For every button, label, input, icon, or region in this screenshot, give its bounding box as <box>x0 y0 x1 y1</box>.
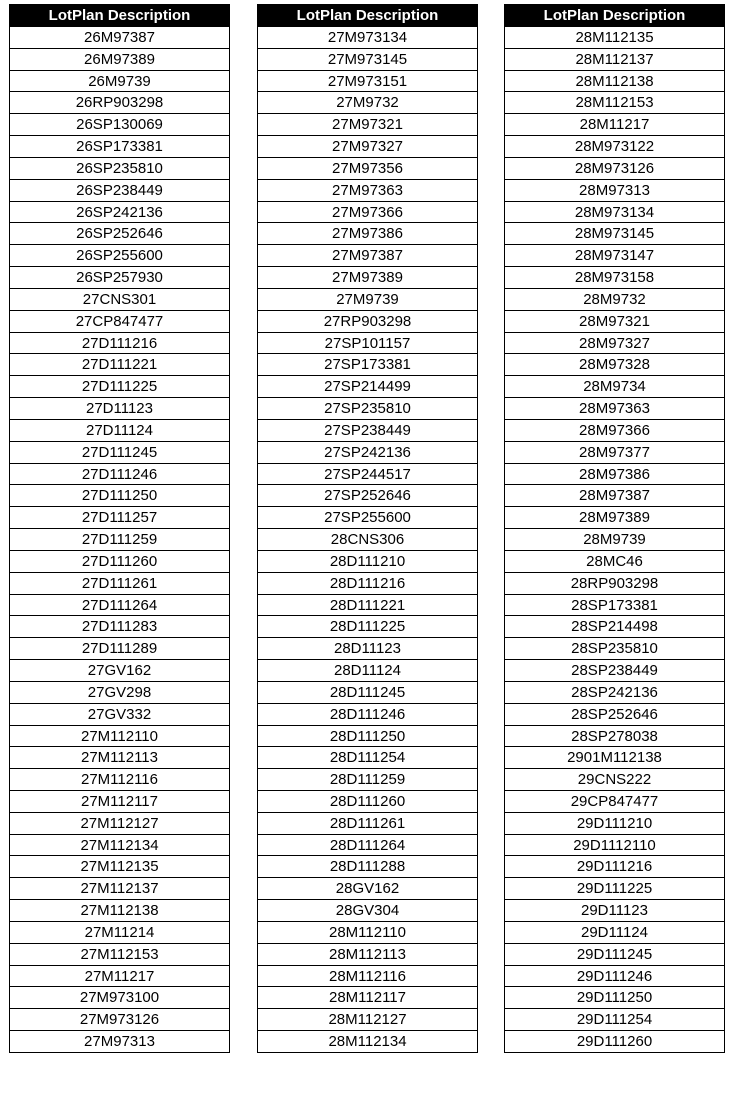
table-cell: 28M112134 <box>258 1030 477 1052</box>
table-cell: 26M97389 <box>10 48 229 70</box>
table-cell: 28M9732 <box>505 288 724 310</box>
table-cell: 27SP214499 <box>258 375 477 397</box>
table-cell: 27SP244517 <box>258 463 477 485</box>
table-cell: 27M112137 <box>10 877 229 899</box>
table-cell: 28D111250 <box>258 725 477 747</box>
table-cell: 28M973158 <box>505 266 724 288</box>
table-cell: 28D111225 <box>258 615 477 637</box>
table-cell: 27GV162 <box>10 659 229 681</box>
table-cell: 27M973145 <box>258 48 477 70</box>
table-cell: 26SP235810 <box>10 157 229 179</box>
table-cell: 28M973122 <box>505 135 724 157</box>
lotplan-table-3 <box>504 4 725 1053</box>
table-cell: 26SP242136 <box>10 201 229 223</box>
table-cell: 28D111260 <box>258 790 477 812</box>
table-cell: 27D111259 <box>10 528 229 550</box>
table-cell: 28MC46 <box>505 550 724 572</box>
table-cell: 28M973147 <box>505 244 724 266</box>
table-cell: 29D111260 <box>505 1030 724 1052</box>
table-cell: 28SP278038 <box>505 725 724 747</box>
table-cell: 26SP130069 <box>10 113 229 135</box>
table-cell: 28M973134 <box>505 201 724 223</box>
table-cell: 27GV298 <box>10 681 229 703</box>
table-cell: 26SP257930 <box>10 266 229 288</box>
table-cell: 27D111260 <box>10 550 229 572</box>
column-header: LotPlan Description <box>10 5 229 26</box>
table-cell: 28D111261 <box>258 812 477 834</box>
table-cell: 27M112135 <box>10 855 229 877</box>
table-cell: 26SP238449 <box>10 179 229 201</box>
table-cell: 29D11123 <box>505 899 724 921</box>
table-cell: 27M11214 <box>10 921 229 943</box>
table-cell: 27D111264 <box>10 594 229 616</box>
table-cell: 28SP252646 <box>505 703 724 725</box>
table-cell: 26SP255600 <box>10 244 229 266</box>
column-header: LotPlan Description <box>505 5 724 26</box>
table-cell: 27D111221 <box>10 353 229 375</box>
table-cell: 28M97363 <box>505 397 724 419</box>
table-cell: 28M97327 <box>505 332 724 354</box>
table-cell: 28M973145 <box>505 222 724 244</box>
table-cell: 28M9734 <box>505 375 724 397</box>
table-cell: 27SP255600 <box>258 506 477 528</box>
table-cell: 27M97386 <box>258 222 477 244</box>
table-cell: 28D111245 <box>258 681 477 703</box>
table-cell: 28M97377 <box>505 441 724 463</box>
table-cell: 27M9739 <box>258 288 477 310</box>
table-cell: 26M97387 <box>10 26 229 48</box>
table-cell: 27M97321 <box>258 113 477 135</box>
table-cell: 28M112116 <box>258 965 477 987</box>
table-cell: 28SP242136 <box>505 681 724 703</box>
table-cell: 29D111216 <box>505 855 724 877</box>
table-cell: 29D111210 <box>505 812 724 834</box>
table-cell: 27D11124 <box>10 419 229 441</box>
table-cell: 28SP235810 <box>505 637 724 659</box>
table-cell: 26RP903298 <box>10 91 229 113</box>
table-cell: 28M112138 <box>505 70 724 92</box>
table-cell: 28SP173381 <box>505 594 724 616</box>
table-cell: 27SP238449 <box>258 419 477 441</box>
table-cell: 28M112153 <box>505 91 724 113</box>
column-header: LotPlan Description <box>258 5 477 26</box>
table-cell: 28GV304 <box>258 899 477 921</box>
lotplan-table-1 <box>9 4 230 1053</box>
table-cell: 28D111246 <box>258 703 477 725</box>
table-cell: 27D111245 <box>10 441 229 463</box>
table-cell: 27M112138 <box>10 899 229 921</box>
table-cell: 26SP252646 <box>10 222 229 244</box>
table-cell: 28M97387 <box>505 484 724 506</box>
table-cell: 28D111254 <box>258 746 477 768</box>
table-cell: 27CP847477 <box>10 310 229 332</box>
table-cell: 28M112110 <box>258 921 477 943</box>
table-cell: 27M97313 <box>10 1030 229 1052</box>
table-cell: 29D111254 <box>505 1008 724 1030</box>
table-cell: 29CNS222 <box>505 768 724 790</box>
table-cell: 28M97366 <box>505 419 724 441</box>
table-cell: 27SP173381 <box>258 353 477 375</box>
table-cell: 27M97389 <box>258 266 477 288</box>
table-cell: 27SP235810 <box>258 397 477 419</box>
table-cell: 28M973126 <box>505 157 724 179</box>
table-cell: 28M97386 <box>505 463 724 485</box>
table-cell: 28D11123 <box>258 637 477 659</box>
table-cell: 27D11123 <box>10 397 229 419</box>
table-cell: 27D111257 <box>10 506 229 528</box>
table-cell: 27M97356 <box>258 157 477 179</box>
table-cell: 28CNS306 <box>258 528 477 550</box>
table-cell: 27M112110 <box>10 725 229 747</box>
table-cell: 28D111221 <box>258 594 477 616</box>
table-cell: 28D11124 <box>258 659 477 681</box>
table-cell: 27M9732 <box>258 91 477 113</box>
table-cell: 29D111225 <box>505 877 724 899</box>
table-cell: 27M97327 <box>258 135 477 157</box>
table-cell: 28D111288 <box>258 855 477 877</box>
table-cell: 27SP252646 <box>258 484 477 506</box>
table-cell: 28M97328 <box>505 353 724 375</box>
table-cell: 28M97321 <box>505 310 724 332</box>
table-cell: 28M112135 <box>505 26 724 48</box>
table-cell: 28SP238449 <box>505 659 724 681</box>
table-cell: 28GV162 <box>258 877 477 899</box>
table-cell: 27D111261 <box>10 572 229 594</box>
table-cell: 29D111245 <box>505 943 724 965</box>
table-cell: 27SP101157 <box>258 332 477 354</box>
table-cell: 28D111216 <box>258 572 477 594</box>
table-cell: 29D1112110 <box>505 834 724 856</box>
table-cell: 27M112113 <box>10 746 229 768</box>
table-cell: 27M973126 <box>10 1008 229 1030</box>
table-cell: 27D111246 <box>10 463 229 485</box>
table-cell: 28D111259 <box>258 768 477 790</box>
table-cell: 28M112113 <box>258 943 477 965</box>
table-cell: 27M112116 <box>10 768 229 790</box>
table-cell: 29D111246 <box>505 965 724 987</box>
table-cell: 28M112127 <box>258 1008 477 1030</box>
table-cell: 28SP214498 <box>505 615 724 637</box>
table-cell: 28D111264 <box>258 834 477 856</box>
table-cell: 27M112153 <box>10 943 229 965</box>
table-cell: 27M973100 <box>10 986 229 1008</box>
table-cell: 27D111225 <box>10 375 229 397</box>
lotplan-table-2 <box>257 4 478 1053</box>
table-cell: 28M97313 <box>505 179 724 201</box>
table-cell: 27RP903298 <box>258 310 477 332</box>
table-cell: 26SP173381 <box>10 135 229 157</box>
table-cell: 27M973134 <box>258 26 477 48</box>
table-cell: 27GV332 <box>10 703 229 725</box>
table-cell: 28M112117 <box>258 986 477 1008</box>
table-cell: 27M112134 <box>10 834 229 856</box>
table-cell: 27M11217 <box>10 965 229 987</box>
table-cell: 27D111250 <box>10 484 229 506</box>
table-cell: 28RP903298 <box>505 572 724 594</box>
table-cell: 27M973151 <box>258 70 477 92</box>
table-cell: 27SP242136 <box>258 441 477 463</box>
table-cell: 28M9739 <box>505 528 724 550</box>
table-cell: 27M97387 <box>258 244 477 266</box>
table-cell: 28M112137 <box>505 48 724 70</box>
table-cell: 28M97389 <box>505 506 724 528</box>
table-cell: 27D111289 <box>10 637 229 659</box>
table-cell: 27M112117 <box>10 790 229 812</box>
table-cell: 2901M112138 <box>505 746 724 768</box>
table-cell: 27D111216 <box>10 332 229 354</box>
table-cell: 27D111283 <box>10 615 229 637</box>
table-cell: 27M97366 <box>258 201 477 223</box>
table-cell: 29D11124 <box>505 921 724 943</box>
table-cell: 27CNS301 <box>10 288 229 310</box>
table-cell: 28D111210 <box>258 550 477 572</box>
table-cell: 27M97363 <box>258 179 477 201</box>
table-cell: 29CP847477 <box>505 790 724 812</box>
table-cell: 27M112127 <box>10 812 229 834</box>
table-cell: 28M11217 <box>505 113 724 135</box>
table-cell: 26M9739 <box>10 70 229 92</box>
table-cell: 29D111250 <box>505 986 724 1008</box>
